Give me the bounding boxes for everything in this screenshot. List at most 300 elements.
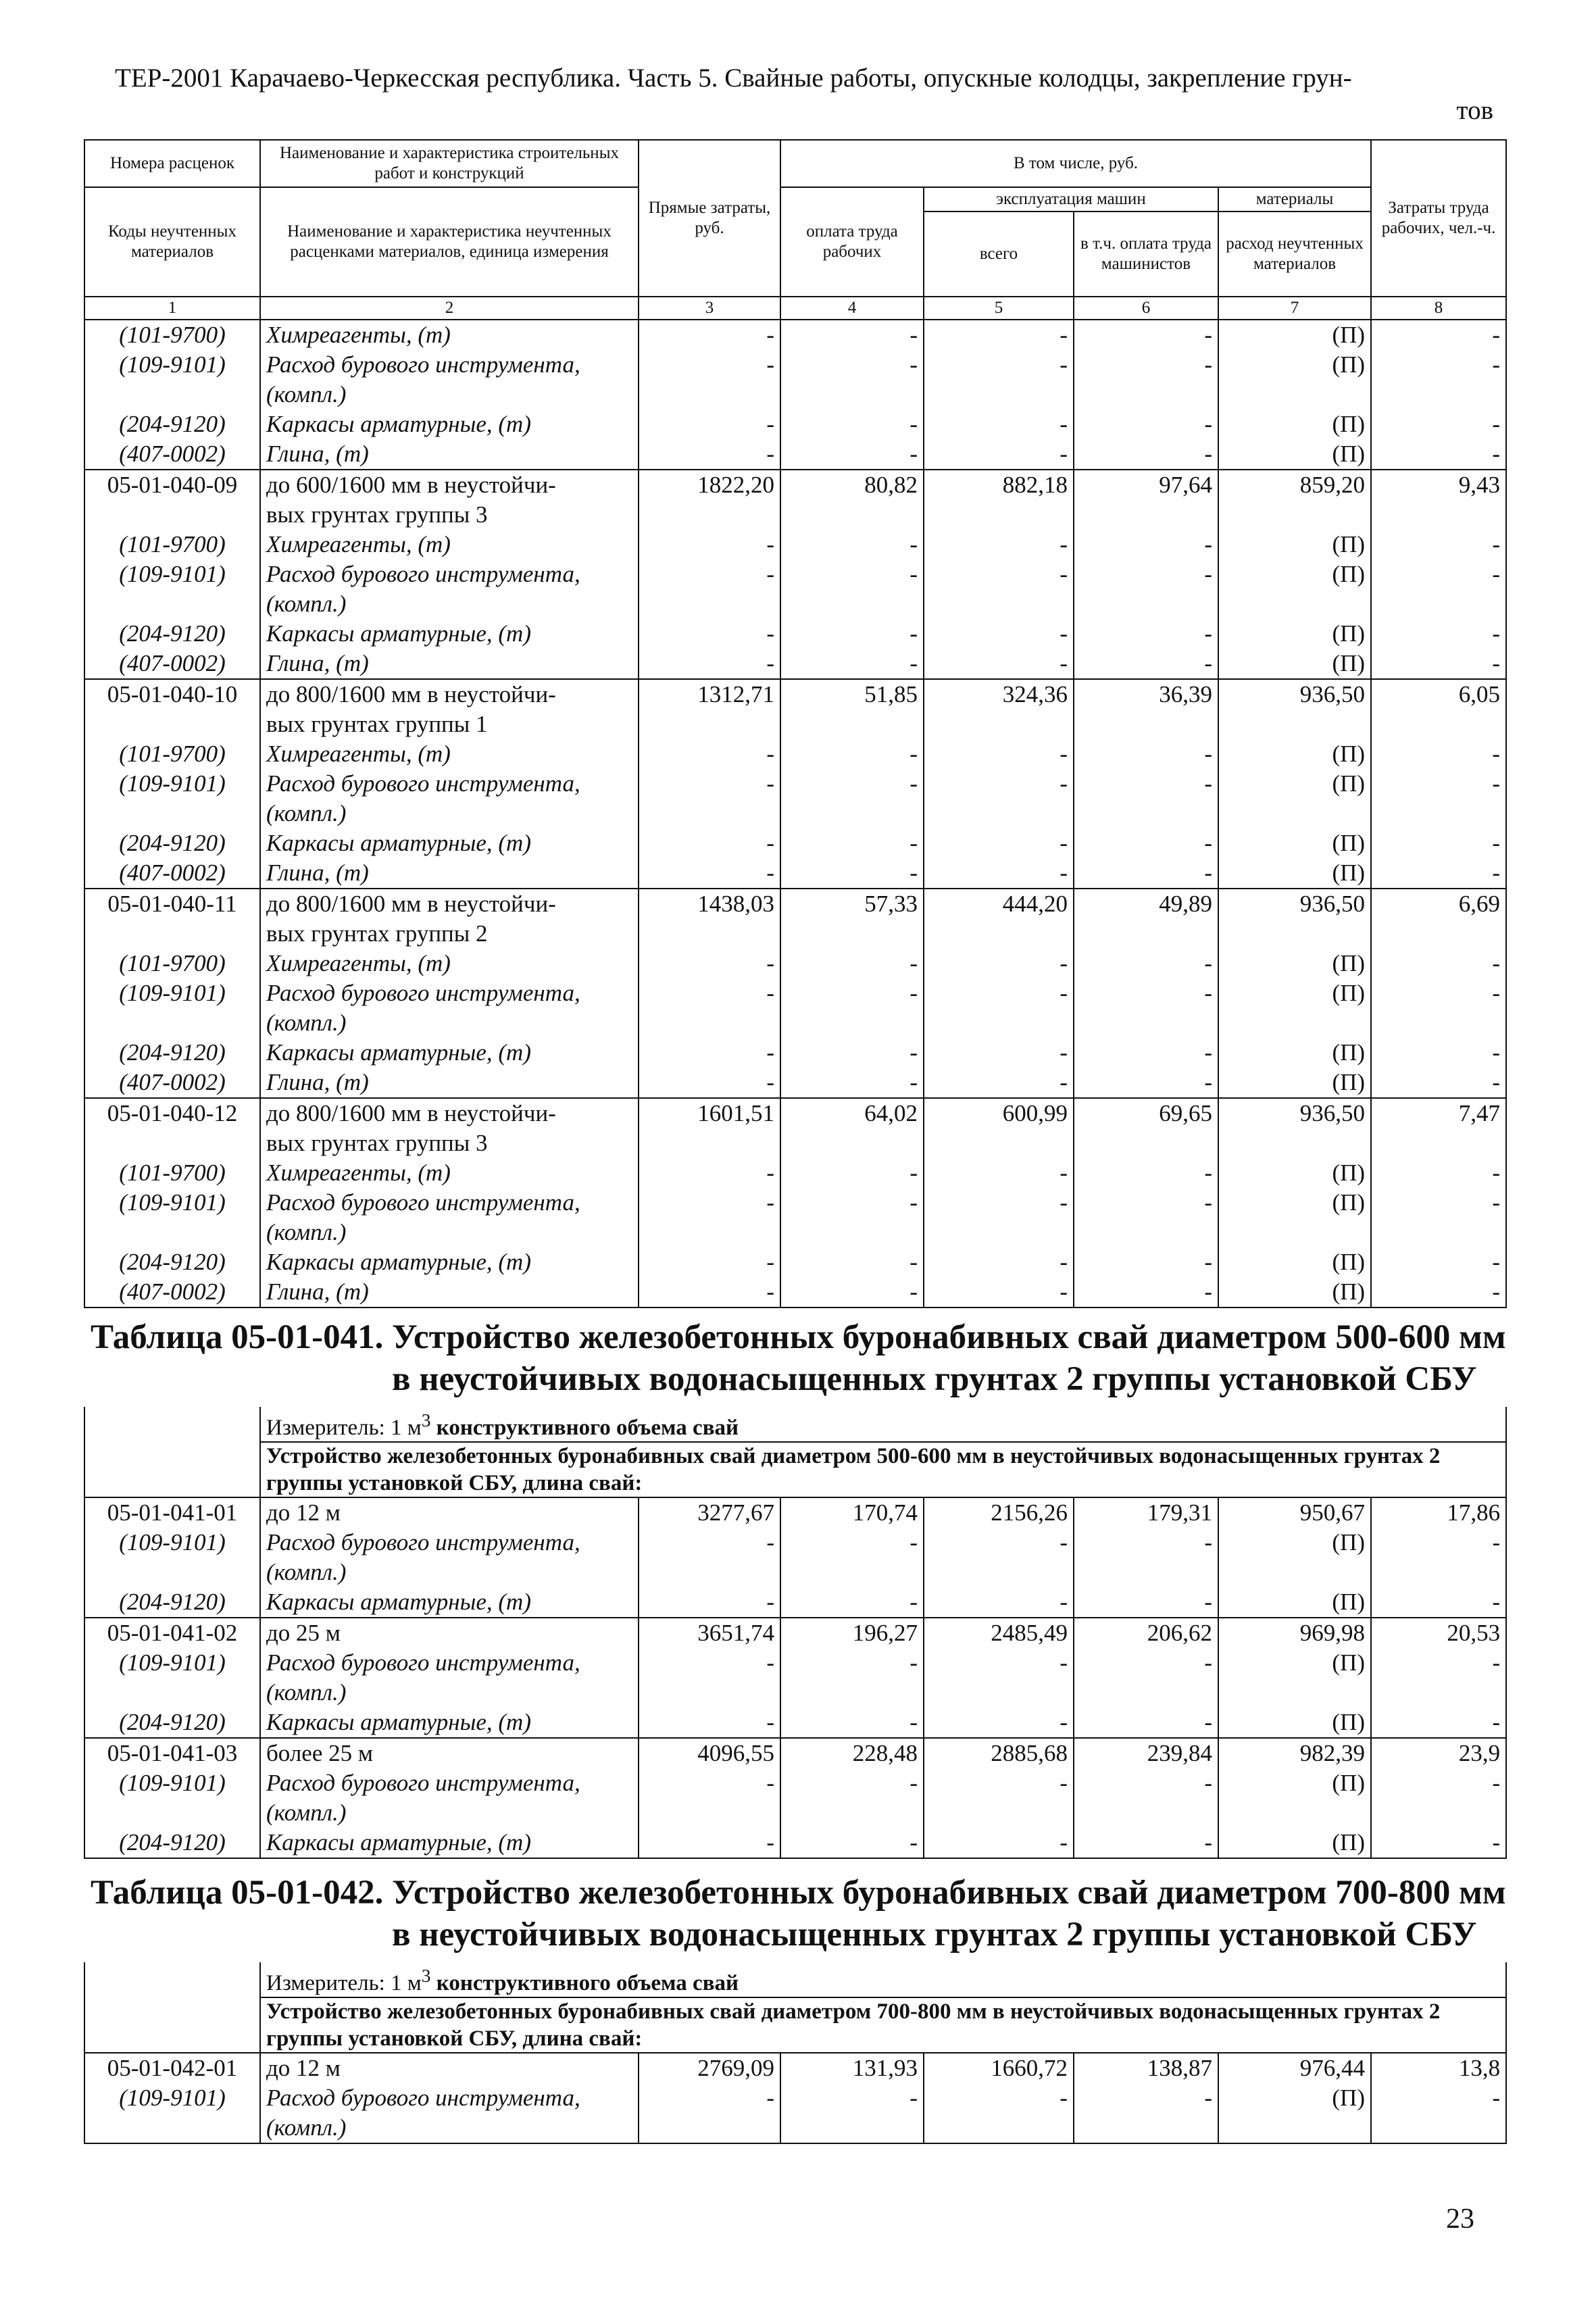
value-cell: - bbox=[639, 949, 780, 978]
table-body bbox=[84, 320, 1506, 1308]
rates-table-05-01-041 bbox=[84, 1407, 1507, 1859]
value-cell: - bbox=[924, 1158, 1074, 1188]
value-cell: - bbox=[1074, 1247, 1218, 1277]
table-row bbox=[84, 1528, 1506, 1558]
value-cell: - bbox=[1074, 649, 1218, 679]
value-cell: (П) bbox=[1218, 1247, 1371, 1277]
value-cell: 64,02 bbox=[780, 1098, 924, 1128]
work-name: (компл.) bbox=[260, 589, 639, 619]
header-wages: оплата труда рабочих bbox=[780, 187, 924, 297]
rate-code: (101-9700) bbox=[84, 320, 260, 350]
value-cell: - bbox=[780, 1768, 924, 1798]
work-name: (компл.) bbox=[260, 380, 639, 409]
value-cell: - bbox=[780, 1708, 924, 1738]
work-name: Каркасы арматурные, (т) bbox=[260, 1038, 639, 1068]
group-description: Устройство железобетонных буронабивных свай диаметром 700-800 мм в неустойчивых водонасыщенных грунтах 2 группы установкой СБУ, длина свай: bbox=[260, 1997, 1506, 2053]
rate-code: (109-9101) bbox=[84, 1648, 260, 1678]
table-body bbox=[84, 2053, 1506, 2143]
value-cell: - bbox=[924, 1708, 1074, 1738]
value-cell: - bbox=[639, 769, 780, 799]
value-cell: (П) bbox=[1218, 1828, 1371, 1858]
value-cell bbox=[1371, 1008, 1506, 1038]
table-05-01-042-title bbox=[91, 1872, 1510, 1956]
value-cell: - bbox=[1074, 1528, 1218, 1558]
header-labor-costs: Затраты труда рабочих, чел.-ч. bbox=[1371, 140, 1506, 297]
value-cell: (П) bbox=[1218, 1528, 1371, 1558]
value-cell: - bbox=[780, 1068, 924, 1098]
value-cell: - bbox=[1074, 409, 1218, 439]
value-cell: (П) bbox=[1218, 858, 1371, 889]
value-cell: (П) bbox=[1218, 559, 1371, 589]
table-row bbox=[84, 828, 1506, 858]
work-name: до 600/1600 мм в неустойчи- bbox=[260, 470, 639, 500]
value-cell bbox=[1371, 1218, 1506, 1247]
value-cell bbox=[780, 1678, 924, 1708]
table-row bbox=[84, 470, 1506, 500]
rate-code: 05-01-040-11 bbox=[84, 889, 260, 919]
rate-code bbox=[84, 380, 260, 409]
value-cell bbox=[1371, 919, 1506, 949]
table-row bbox=[84, 2083, 1506, 2113]
rate-code: 05-01-042-01 bbox=[84, 2053, 260, 2083]
value-cell: - bbox=[1074, 1158, 1218, 1188]
value-cell: - bbox=[924, 858, 1074, 889]
value-cell bbox=[1371, 1128, 1506, 1158]
work-name: Каркасы арматурные, (т) bbox=[260, 828, 639, 858]
value-cell: (П) bbox=[1218, 739, 1371, 769]
value-cell bbox=[1218, 1128, 1371, 1158]
value-cell: - bbox=[1371, 769, 1506, 799]
value-cell: - bbox=[780, 530, 924, 559]
value-cell bbox=[1074, 1128, 1218, 1158]
group-description: Устройство железобетонных буронабивных свай диаметром 500-600 мм в неустойчивых водонасыщенных грунтах 2 группы установкой СБУ, длина свай: bbox=[260, 1442, 1506, 1497]
value-cell: - bbox=[1074, 828, 1218, 858]
value-cell: 2885,68 bbox=[924, 1738, 1074, 1768]
table-row bbox=[84, 1798, 1506, 1828]
value-cell bbox=[1074, 919, 1218, 949]
value-cell: - bbox=[924, 1247, 1074, 1277]
table-row bbox=[84, 1828, 1506, 1858]
value-cell: 206,62 bbox=[1074, 1618, 1218, 1648]
table-row bbox=[84, 1277, 1506, 1308]
value-cell: 3651,74 bbox=[639, 1618, 780, 1648]
value-cell: - bbox=[1371, 350, 1506, 380]
table-row bbox=[84, 710, 1506, 739]
value-cell: (П) bbox=[1218, 320, 1371, 350]
value-cell bbox=[924, 2113, 1074, 2143]
header-unaccounted-materials: расход неучтенных материалов bbox=[1218, 211, 1371, 297]
work-name: Расход бурового инструмента, bbox=[260, 559, 639, 589]
value-cell: 936,50 bbox=[1218, 889, 1371, 919]
value-cell: - bbox=[924, 1068, 1074, 1098]
value-cell: - bbox=[639, 858, 780, 889]
value-cell bbox=[924, 1218, 1074, 1247]
value-cell: (П) bbox=[1218, 769, 1371, 799]
value-cell: - bbox=[639, 739, 780, 769]
title-line1: Таблица 05-01-042. Устройство железобетонных буронабивных свай диаметром 700-800 мм bbox=[91, 1874, 1506, 1912]
work-name: Каркасы арматурные, (т) bbox=[260, 1828, 639, 1858]
value-cell: 239,84 bbox=[1074, 1738, 1218, 1768]
value-cell: - bbox=[1371, 1648, 1506, 1678]
work-name: Химреагенты, (т) bbox=[260, 320, 639, 350]
rate-code: 05-01-041-03 bbox=[84, 1738, 260, 1768]
work-name: Расход бурового инструмента, bbox=[260, 2083, 639, 2113]
value-cell: - bbox=[639, 350, 780, 380]
work-name: Расход бурового инструмента, bbox=[260, 1528, 639, 1558]
value-cell bbox=[1371, 380, 1506, 409]
value-cell: 2485,49 bbox=[924, 1618, 1074, 1648]
value-cell: 9,43 bbox=[1371, 470, 1506, 500]
table-row bbox=[84, 1247, 1506, 1277]
rate-code: (407-0002) bbox=[84, 649, 260, 679]
value-cell: - bbox=[1074, 530, 1218, 559]
header-rate-numbers: Номера расценок bbox=[84, 140, 260, 187]
table-row bbox=[84, 350, 1506, 380]
value-cell: - bbox=[639, 409, 780, 439]
value-cell: (П) bbox=[1218, 1038, 1371, 1068]
value-cell: - bbox=[924, 1277, 1074, 1308]
value-cell: - bbox=[780, 1158, 924, 1188]
page-header bbox=[115, 62, 1493, 127]
value-cell: 228,48 bbox=[780, 1738, 924, 1768]
value-cell: - bbox=[639, 1038, 780, 1068]
work-name: Расход бурового инструмента, bbox=[260, 978, 639, 1008]
work-name: Глина, (т) bbox=[260, 858, 639, 889]
value-cell: - bbox=[1371, 1247, 1506, 1277]
value-cell bbox=[924, 500, 1074, 530]
work-name: Глина, (т) bbox=[260, 1068, 639, 1098]
value-cell: - bbox=[924, 409, 1074, 439]
table-row bbox=[84, 1008, 1506, 1038]
value-cell: - bbox=[1074, 1277, 1218, 1308]
value-cell: - bbox=[1074, 769, 1218, 799]
rate-code: (109-9101) bbox=[84, 1188, 260, 1218]
value-cell bbox=[639, 1678, 780, 1708]
table-row bbox=[84, 1188, 1506, 1218]
value-cell: - bbox=[1371, 1768, 1506, 1798]
rate-code bbox=[84, 1008, 260, 1038]
column-number: 2 bbox=[260, 297, 639, 320]
work-name: до 12 м bbox=[260, 2053, 639, 2083]
value-cell: (П) bbox=[1218, 1648, 1371, 1678]
value-cell bbox=[780, 1128, 924, 1158]
table-row bbox=[84, 978, 1506, 1008]
value-cell bbox=[924, 710, 1074, 739]
value-cell bbox=[1218, 589, 1371, 619]
table-row bbox=[84, 679, 1506, 710]
value-cell bbox=[1218, 1008, 1371, 1038]
value-cell: (П) bbox=[1218, 2083, 1371, 2113]
value-cell: (П) bbox=[1218, 439, 1371, 470]
value-cell: 982,39 bbox=[1218, 1738, 1371, 1768]
value-cell bbox=[780, 589, 924, 619]
value-cell bbox=[924, 799, 1074, 828]
value-cell: 3277,67 bbox=[639, 1497, 780, 1528]
value-cell: - bbox=[780, 949, 924, 978]
value-cell: 950,67 bbox=[1218, 1497, 1371, 1528]
table-row bbox=[84, 380, 1506, 409]
table-row bbox=[84, 1128, 1506, 1158]
value-cell: - bbox=[780, 1828, 924, 1858]
value-cell bbox=[924, 589, 1074, 619]
value-cell bbox=[1371, 1798, 1506, 1828]
value-cell: - bbox=[1074, 949, 1218, 978]
value-cell bbox=[1218, 2113, 1371, 2143]
table-row bbox=[84, 919, 1506, 949]
rate-code bbox=[84, 799, 260, 828]
value-cell bbox=[924, 1798, 1074, 1828]
title-line2: в неустойчивых водонасыщенных грунтах 2 группы установкой СБУ bbox=[392, 1360, 1477, 1398]
work-name: Каркасы арматурные, (т) bbox=[260, 1247, 639, 1277]
value-cell: 969,98 bbox=[1218, 1618, 1371, 1648]
value-cell: - bbox=[639, 2083, 780, 2113]
value-cell bbox=[780, 380, 924, 409]
value-cell: - bbox=[1074, 350, 1218, 380]
value-cell bbox=[1074, 589, 1218, 619]
value-cell: - bbox=[1074, 1038, 1218, 1068]
value-cell: 138,87 bbox=[1074, 2053, 1218, 2083]
value-cell: - bbox=[924, 320, 1074, 350]
value-cell: 6,69 bbox=[1371, 889, 1506, 919]
value-cell: - bbox=[1371, 409, 1506, 439]
value-cell: - bbox=[1371, 619, 1506, 649]
header-material-codes: Коды неучтенных материалов bbox=[84, 187, 260, 297]
work-name: Глина, (т) bbox=[260, 439, 639, 470]
value-cell: 936,50 bbox=[1218, 679, 1371, 710]
work-name: (компл.) bbox=[260, 1678, 639, 1708]
value-cell bbox=[780, 1798, 924, 1828]
value-cell: - bbox=[1371, 559, 1506, 589]
header-direct-costs: Прямые затраты, руб. bbox=[639, 140, 780, 297]
table-row bbox=[84, 320, 1506, 350]
value-cell: - bbox=[924, 2083, 1074, 2113]
value-cell: 1822,20 bbox=[639, 470, 780, 500]
value-cell bbox=[639, 1128, 780, 1158]
value-cell: - bbox=[924, 739, 1074, 769]
value-cell: - bbox=[924, 649, 1074, 679]
value-cell: 57,33 bbox=[780, 889, 924, 919]
table-row bbox=[84, 949, 1506, 978]
rate-code: (101-9700) bbox=[84, 530, 260, 559]
value-cell: 1660,72 bbox=[924, 2053, 1074, 2083]
rate-code: (204-9120) bbox=[84, 1828, 260, 1858]
table-row bbox=[84, 1218, 1506, 1247]
value-cell: - bbox=[924, 1768, 1074, 1798]
column-number: 6 bbox=[1074, 297, 1218, 320]
value-cell: - bbox=[639, 1068, 780, 1098]
value-cell: - bbox=[924, 619, 1074, 649]
value-cell: 324,36 bbox=[924, 679, 1074, 710]
value-cell: - bbox=[924, 769, 1074, 799]
value-cell bbox=[639, 919, 780, 949]
table-header bbox=[84, 140, 1506, 320]
value-cell bbox=[924, 1678, 1074, 1708]
value-cell bbox=[780, 799, 924, 828]
work-name: до 800/1600 мм в неустойчи- bbox=[260, 679, 639, 710]
work-name: вых грунтах группы 3 bbox=[260, 1128, 639, 1158]
work-name: до 800/1600 мм в неустойчи- bbox=[260, 1098, 639, 1128]
value-cell: - bbox=[1074, 1587, 1218, 1618]
column-number: 8 bbox=[1371, 297, 1506, 320]
value-cell: - bbox=[1074, 858, 1218, 889]
table-row bbox=[84, 889, 1506, 919]
value-cell: - bbox=[780, 828, 924, 858]
value-cell bbox=[1074, 2113, 1218, 2143]
value-cell: - bbox=[639, 619, 780, 649]
table-row bbox=[84, 1618, 1506, 1648]
work-name: (компл.) bbox=[260, 1558, 639, 1587]
rate-code bbox=[84, 589, 260, 619]
title-line2: в неустойчивых водонасыщенных грунтах 2 группы установкой СБУ bbox=[392, 1916, 1477, 1953]
title-line1: Таблица 05-01-041. Устройство железобетонных буронабивных свай диаметром 500-600 мм bbox=[91, 1318, 1506, 1356]
table-row bbox=[84, 649, 1506, 679]
value-cell: (П) bbox=[1218, 350, 1371, 380]
value-cell: - bbox=[780, 1587, 924, 1618]
rate-code: (101-9700) bbox=[84, 1158, 260, 1188]
table-row bbox=[84, 500, 1506, 530]
rate-code: 05-01-040-09 bbox=[84, 470, 260, 500]
value-cell bbox=[639, 710, 780, 739]
value-cell: 36,39 bbox=[1074, 679, 1218, 710]
value-cell: - bbox=[1371, 320, 1506, 350]
work-name: Расход бурового инструмента, bbox=[260, 1648, 639, 1678]
measure-unit: Измеритель: 1 $м^3$ конструктивного объема свай bbox=[260, 1962, 1506, 1997]
table-row bbox=[84, 739, 1506, 769]
value-cell: - bbox=[780, 1277, 924, 1308]
work-name: до 25 м bbox=[260, 1618, 639, 1648]
rate-code bbox=[84, 1128, 260, 1158]
rate-code: 05-01-040-12 bbox=[84, 1098, 260, 1128]
work-name: Расход бурового инструмента, bbox=[260, 1768, 639, 1798]
work-name: Расход бурового инструмента, bbox=[260, 1188, 639, 1218]
value-cell: 859,20 bbox=[1218, 470, 1371, 500]
value-cell: - bbox=[1371, 1068, 1506, 1098]
value-cell: (П) bbox=[1218, 1708, 1371, 1738]
value-cell bbox=[639, 1218, 780, 1247]
value-cell: - bbox=[780, 978, 924, 1008]
work-name: Химреагенты, (т) bbox=[260, 1158, 639, 1188]
value-cell: - bbox=[780, 1528, 924, 1558]
value-cell: - bbox=[924, 1528, 1074, 1558]
rate-code: 05-01-040-10 bbox=[84, 679, 260, 710]
header-machinists-wages: в т.ч. оплата труда машинистов bbox=[1074, 211, 1218, 297]
value-cell bbox=[1371, 710, 1506, 739]
column-number: 7 bbox=[1218, 297, 1371, 320]
work-name: до 800/1600 мм в неустойчи- bbox=[260, 889, 639, 919]
value-cell: - bbox=[780, 439, 924, 470]
value-cell: (П) bbox=[1218, 409, 1371, 439]
value-cell bbox=[924, 1128, 1074, 1158]
table-row bbox=[84, 589, 1506, 619]
rate-code: (204-9120) bbox=[84, 409, 260, 439]
table-body bbox=[84, 1497, 1506, 1858]
work-name: вых грунтах группы 3 bbox=[260, 500, 639, 530]
value-cell: - bbox=[1371, 1038, 1506, 1068]
value-cell: - bbox=[639, 978, 780, 1008]
value-cell: - bbox=[1371, 949, 1506, 978]
value-cell: - bbox=[1074, 1068, 1218, 1098]
value-cell: - bbox=[1371, 2083, 1506, 2113]
value-cell bbox=[1074, 1008, 1218, 1038]
value-cell bbox=[1218, 919, 1371, 949]
rate-code: (109-9101) bbox=[84, 1528, 260, 1558]
work-name: (компл.) bbox=[260, 1218, 639, 1247]
table-row bbox=[84, 409, 1506, 439]
value-cell: - bbox=[1371, 1188, 1506, 1218]
value-cell: - bbox=[780, 858, 924, 889]
value-cell: - bbox=[1074, 439, 1218, 470]
value-cell: (П) bbox=[1218, 1158, 1371, 1188]
value-cell: - bbox=[1074, 739, 1218, 769]
value-cell: - bbox=[924, 1188, 1074, 1218]
rate-code: (109-9101) bbox=[84, 1768, 260, 1798]
table-row bbox=[84, 439, 1506, 470]
value-cell: - bbox=[924, 350, 1074, 380]
value-cell: - bbox=[639, 1768, 780, 1798]
value-cell bbox=[1074, 380, 1218, 409]
value-cell: - bbox=[639, 1587, 780, 1618]
value-cell bbox=[1218, 1678, 1371, 1708]
value-cell: - bbox=[639, 1277, 780, 1308]
header-machines-total: всего bbox=[924, 211, 1074, 297]
rate-code: (109-9101) bbox=[84, 769, 260, 799]
table-row bbox=[84, 619, 1506, 649]
value-cell: 97,64 bbox=[1074, 470, 1218, 500]
value-cell: 179,31 bbox=[1074, 1497, 1218, 1528]
value-cell: - bbox=[1371, 649, 1506, 679]
rate-code: (204-9120) bbox=[84, 828, 260, 858]
value-cell: - bbox=[639, 320, 780, 350]
table-05-01-041-title bbox=[91, 1316, 1510, 1400]
value-cell: 1312,71 bbox=[639, 679, 780, 710]
value-cell bbox=[639, 1008, 780, 1038]
value-cell bbox=[1371, 799, 1506, 828]
value-cell bbox=[1074, 1678, 1218, 1708]
value-cell: 17,86 bbox=[1371, 1497, 1506, 1528]
value-cell bbox=[1074, 500, 1218, 530]
value-cell: - bbox=[780, 649, 924, 679]
measure-unit: Измеритель: 1 $м^3$ конструктивного объема свай bbox=[260, 1407, 1506, 1442]
column-number: 3 bbox=[639, 297, 780, 320]
work-name: Расход бурового инструмента, bbox=[260, 769, 639, 799]
value-cell: (П) bbox=[1218, 1587, 1371, 1618]
value-cell: - bbox=[1074, 320, 1218, 350]
value-cell: - bbox=[1074, 1648, 1218, 1678]
rate-code: (204-9120) bbox=[84, 1708, 260, 1738]
value-cell: - bbox=[639, 1708, 780, 1738]
value-cell: 13,8 bbox=[1371, 2053, 1506, 2083]
rate-code: (407-0002) bbox=[84, 1068, 260, 1098]
value-cell bbox=[1218, 799, 1371, 828]
value-cell bbox=[1371, 1558, 1506, 1587]
rate-code: (109-9101) bbox=[84, 2083, 260, 2113]
value-cell bbox=[780, 1008, 924, 1038]
value-cell: - bbox=[924, 949, 1074, 978]
value-cell: 196,27 bbox=[780, 1618, 924, 1648]
page-header-line2: тов bbox=[1456, 96, 1493, 125]
value-cell: - bbox=[780, 350, 924, 380]
work-name: вых грунтах группы 2 bbox=[260, 919, 639, 949]
value-cell: 882,18 bbox=[924, 470, 1074, 500]
table-row bbox=[84, 1158, 1506, 1188]
value-cell bbox=[924, 1558, 1074, 1587]
rate-code: (101-9700) bbox=[84, 739, 260, 769]
value-cell: 131,93 bbox=[780, 2053, 924, 2083]
value-cell bbox=[780, 710, 924, 739]
work-name: до 12 м bbox=[260, 1497, 639, 1528]
value-cell bbox=[639, 589, 780, 619]
value-cell: - bbox=[924, 559, 1074, 589]
